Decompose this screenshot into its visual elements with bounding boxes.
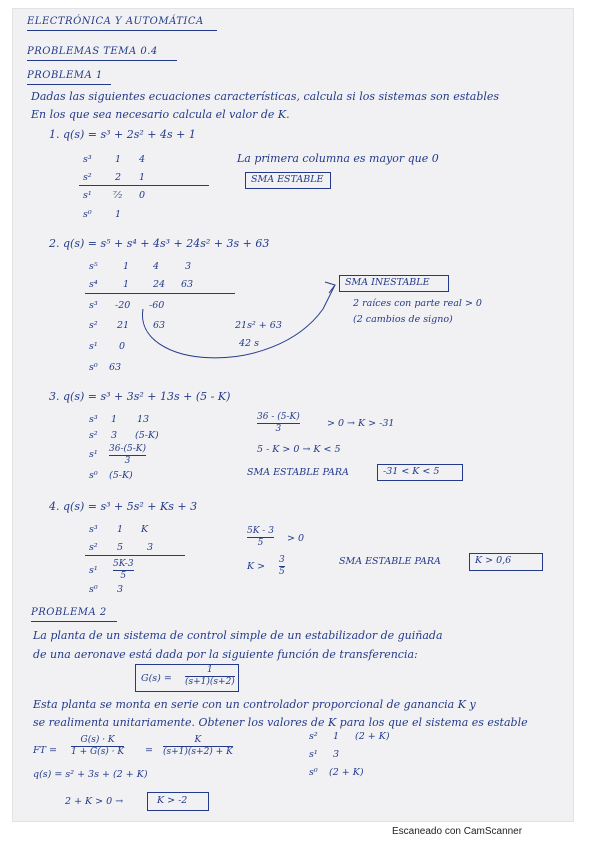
fraction-numerator: K xyxy=(194,735,202,745)
routh-fraction xyxy=(113,560,134,582)
exercise-3-result: -31 < K < 5 xyxy=(383,466,440,477)
routh-cell: 1 xyxy=(117,524,124,535)
exercise-1-note: La primera columna es mayor que 0 xyxy=(237,152,439,165)
routh-cell: s² xyxy=(83,172,92,183)
exercise-4-condition-1: > 0 xyxy=(287,533,305,544)
fraction-denominator: 3 xyxy=(124,456,131,467)
routh-cell: (2 + K) xyxy=(355,731,390,742)
routh-cell: 3 xyxy=(111,430,118,441)
exercise-3-equation: 3. q(s) = s³ + 3s² + 13s + (5 - K) xyxy=(49,390,231,403)
routh-cell: 5 xyxy=(117,542,124,553)
routh-cell: -20 xyxy=(115,300,131,311)
routh-cell: K xyxy=(141,524,149,535)
plant-transfer-lhs: G(s) = xyxy=(141,673,172,684)
routh-cell: s² xyxy=(89,430,98,441)
routh-cell: 63 xyxy=(181,279,194,290)
fraction-numerator: G(s) · K xyxy=(80,735,115,745)
routh-cell: s¹ xyxy=(89,449,98,460)
exercise-4-condition-2-fraction xyxy=(279,556,285,578)
routh-cell: s¹ xyxy=(83,190,92,201)
fraction-denominator: (s+1)(s+2) xyxy=(185,677,235,688)
exercise-3-condition-fraction xyxy=(257,413,300,435)
fraction-numerator: 5K - 3 xyxy=(247,526,274,536)
closed-loop-fraction-1 xyxy=(71,736,124,758)
routh-cell: 1 xyxy=(123,279,130,290)
problem-2-text-line3: Esta planta se monta en serie con un controlador proporcional de ganancia K y xyxy=(33,698,476,711)
fraction-denominator: 5 xyxy=(279,567,285,578)
exercise-3-condition-2: 5 - K > 0 → K < 5 xyxy=(257,444,341,455)
routh-cell: 0 xyxy=(139,190,146,201)
routh-cell: s³ xyxy=(83,154,92,165)
problem-2-text-line4: se realimenta unitariamente. Obtener los valores de K para los que el sistema es estable xyxy=(33,716,528,729)
closed-loop-fraction-2 xyxy=(163,736,233,758)
routh-fraction xyxy=(109,445,146,467)
routh-cell: -60 xyxy=(149,300,165,311)
routh-cell: 4 xyxy=(139,154,146,165)
routh-cell: 1 xyxy=(115,154,122,165)
problem-1-intro-line2: En los que sea necesario calcula el valor de K. xyxy=(31,108,290,121)
fraction-denominator: 3 xyxy=(275,424,282,435)
fraction-denominator: (s+1)(s+2) + K xyxy=(163,747,233,758)
routh-cell: s⁰ xyxy=(83,209,92,220)
scanner-footer: Escaneado con CamScanner xyxy=(392,826,523,837)
routh-cell: 2 xyxy=(115,172,122,183)
exercise-2-equation: 2. q(s) = s⁵ + s⁴ + 4s³ + 24s² + 3s + 63 xyxy=(49,237,270,250)
routh-cell: s¹ xyxy=(89,565,98,576)
exercise-4-condition-2-lhs: K > xyxy=(247,561,266,572)
course-title: ELECTRÓNICA Y AUTOMÁTICA xyxy=(27,16,204,27)
plant-transfer-box xyxy=(135,664,239,692)
exercise-4-condition-fraction xyxy=(247,527,274,549)
exercise-2-note-1: 2 raíces con parte real > 0 xyxy=(353,298,482,309)
routh-cell: 63 xyxy=(109,362,122,373)
problem-2-result: K > -2 xyxy=(157,795,188,806)
scanned-page xyxy=(12,8,574,822)
fraction-numerator: 3 xyxy=(279,555,285,565)
routh-cell: 1 xyxy=(111,414,118,425)
routh-cell: s⁵ xyxy=(89,261,98,272)
closed-loop-lhs: FT = xyxy=(33,745,57,756)
problem-2-characteristic-eq: q(s) = s² + 3s + (2 + K) xyxy=(33,769,148,780)
routh-cell: ⁷⁄₂ xyxy=(113,190,123,201)
routh-cell: 3 xyxy=(147,542,154,553)
routh-cell: s² xyxy=(89,542,98,553)
fraction-numerator: 36 - (5-K) xyxy=(257,412,300,422)
routh-cell: s³ xyxy=(89,414,98,425)
routh-cell: s¹ xyxy=(309,749,318,760)
routh-cell: 63 xyxy=(153,320,166,331)
routh-cell: (5-K) xyxy=(135,430,159,441)
routh-cell: 3 xyxy=(117,584,124,595)
routh-cell: 13 xyxy=(137,414,150,425)
routh-cell: 0 xyxy=(119,341,126,352)
routh-divider xyxy=(85,555,185,556)
routh-cell: 21 xyxy=(117,320,130,331)
exercise-1-equation: 1. q(s) = s³ + 2s² + 4s + 1 xyxy=(49,128,196,141)
routh-cell: s⁰ xyxy=(89,470,98,481)
problem-2-text-line1: La planta de un sistema de control simple de un estabilizador de guiñada xyxy=(33,629,443,642)
routh-cell: s⁰ xyxy=(89,362,98,373)
routh-cell: 4 xyxy=(153,261,160,272)
problem-2-heading: PROBLEMA 2 xyxy=(31,607,107,618)
problem-1-heading: PROBLEMA 1 xyxy=(27,70,103,81)
exercise-4-result: K > 0,6 xyxy=(475,555,512,566)
fraction-numerator: 36-(5-K) xyxy=(109,444,147,454)
routh-cell: 1 xyxy=(115,209,122,220)
routh-cell: 24 xyxy=(153,279,166,290)
routh-cell: (5-K) xyxy=(109,470,133,481)
fraction-denominator: 1 + G(s) · K xyxy=(71,747,125,758)
exercise-2-auxiliary-polynomial: 21s² + 63 xyxy=(235,320,282,331)
routh-cell: 1 xyxy=(123,261,130,272)
routh-cell: s² xyxy=(309,731,318,742)
fraction-numerator: 5K-3 xyxy=(113,559,134,569)
problem-2-text-line2: de una aeronave está dada por la siguiente función de transferencia: xyxy=(33,648,418,661)
routh-cell: (2 + K) xyxy=(329,767,364,778)
routh-cell: 3 xyxy=(185,261,192,272)
exercise-1-result: SMA ESTABLE xyxy=(251,174,324,185)
routh-cell: 3 xyxy=(333,749,340,760)
routh-cell: 1 xyxy=(139,172,146,183)
exercise-2-auxiliary-derivative: 42 s xyxy=(239,338,259,349)
exercise-2-result: SMA INESTABLE xyxy=(345,277,430,288)
routh-cell: s⁴ xyxy=(89,279,98,290)
problem-2-condition: 2 + K > 0 → xyxy=(65,796,124,807)
exercise-3-condition-1: > 0 → K > -31 xyxy=(327,418,395,429)
routh-cell: s² xyxy=(89,320,98,331)
routh-cell: s³ xyxy=(89,524,98,535)
problem-1-intro-line1: Dadas las siguientes ecuaciones características, calcula si los sistemas son estables xyxy=(31,90,500,103)
routh-cell: s³ xyxy=(89,300,98,311)
exercise-2-note-2: (2 cambios de signo) xyxy=(353,314,453,325)
closed-loop-equals: = xyxy=(145,745,153,756)
exercise-4-result-label: SMA ESTABLE PARA xyxy=(339,556,441,567)
fraction-denominator: 5 xyxy=(257,538,264,549)
exercise-3-result-label: SMA ESTABLE PARA xyxy=(247,467,349,478)
problem-2-underline xyxy=(31,621,117,622)
routh-cell: 1 xyxy=(333,731,340,742)
routh-cell: s¹ xyxy=(89,341,98,352)
topic-title: PROBLEMAS TEMA 0.4 xyxy=(27,46,158,57)
fraction-numerator: 1 xyxy=(207,665,213,675)
exercise-4-equation: 4. q(s) = s³ + 5s² + Ks + 3 xyxy=(49,500,198,513)
routh-cell: s⁰ xyxy=(309,767,318,778)
fraction-denominator: 5 xyxy=(120,571,127,582)
routh-cell: s⁰ xyxy=(89,584,98,595)
